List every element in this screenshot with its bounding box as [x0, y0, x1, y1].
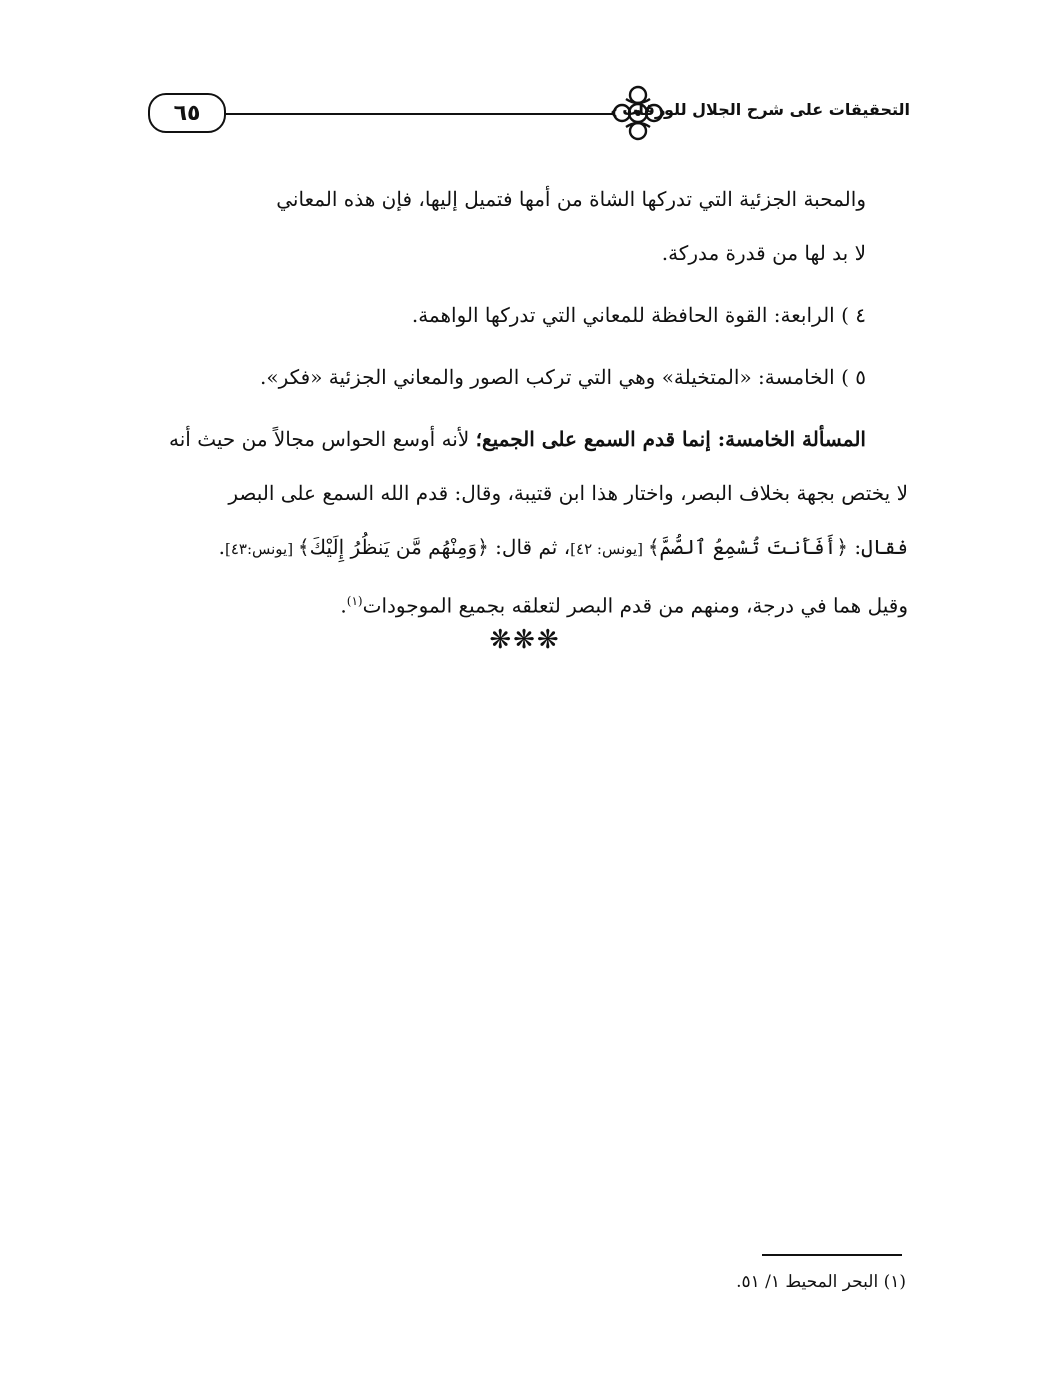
- section-separator: ❋❋❋: [489, 625, 561, 655]
- text-line: [148, 574, 908, 628]
- text-line: والمحبة الجزئية التي تدركها الشاة من أمها فتميل إليها، فإن هذه المعاني: [276, 187, 866, 211]
- page-number: ٦٥: [148, 93, 226, 133]
- footnote: (١) البحر المحيط ١/ ٥١.: [736, 1272, 906, 1292]
- issue-heading: المسألة الخامسة: إنما قدم السمع على الجميع؛: [475, 427, 866, 451]
- text-span: .: [340, 593, 347, 618]
- main-text: [148, 172, 908, 628]
- footnote-reference[interactable]: (١): [346, 594, 363, 608]
- text-line: لا يختص بجهة بخلاف البصر، واختار هذا ابن قتيبة، وقال: قدم الله السمع على البصر: [228, 481, 908, 505]
- text-span: لأنه أوسع الحواس مجالاً من حيث أنه: [169, 427, 476, 451]
- footnote-rule: [762, 1254, 902, 1256]
- text-span: ، ثم قال: ﴿وَمِنْهُم مَّن يَنظُرُ إِلَيْكَ﴾: [297, 535, 571, 559]
- verse-reference: [يونس:٤٣]: [224, 540, 298, 558]
- quran-citation-line: [148, 520, 908, 574]
- page-header: [140, 78, 910, 148]
- text-span: وقيل هما في درجة، ومنهم من قدم البصر لتعلقه بجميع الموجودات: [362, 593, 908, 618]
- text-line: ٤ ) الرابعة: القوة الحافظة للمعاني التي تدركها الواهمة.: [411, 303, 866, 327]
- running-title: التحقيقات على شرح الجلال للورقات: [622, 100, 910, 119]
- text-line: ٥ ) الخامسة: «المتخيلة» وهي التي تركب الصور والمعاني الجزئية «فكر».: [259, 365, 866, 389]
- text-line: لا بد لها من قدرة مدركة.: [661, 241, 866, 265]
- text-span: .: [218, 535, 225, 559]
- header-rule: [226, 113, 614, 115]
- text-span: فقال: ﴿أَفَأَنتَ تُسْمِعُ ٱلصُّمَّ﴾: [647, 535, 908, 559]
- verse-reference: [يونس: ٤٢]: [570, 540, 648, 558]
- issue-heading-line: [148, 412, 908, 466]
